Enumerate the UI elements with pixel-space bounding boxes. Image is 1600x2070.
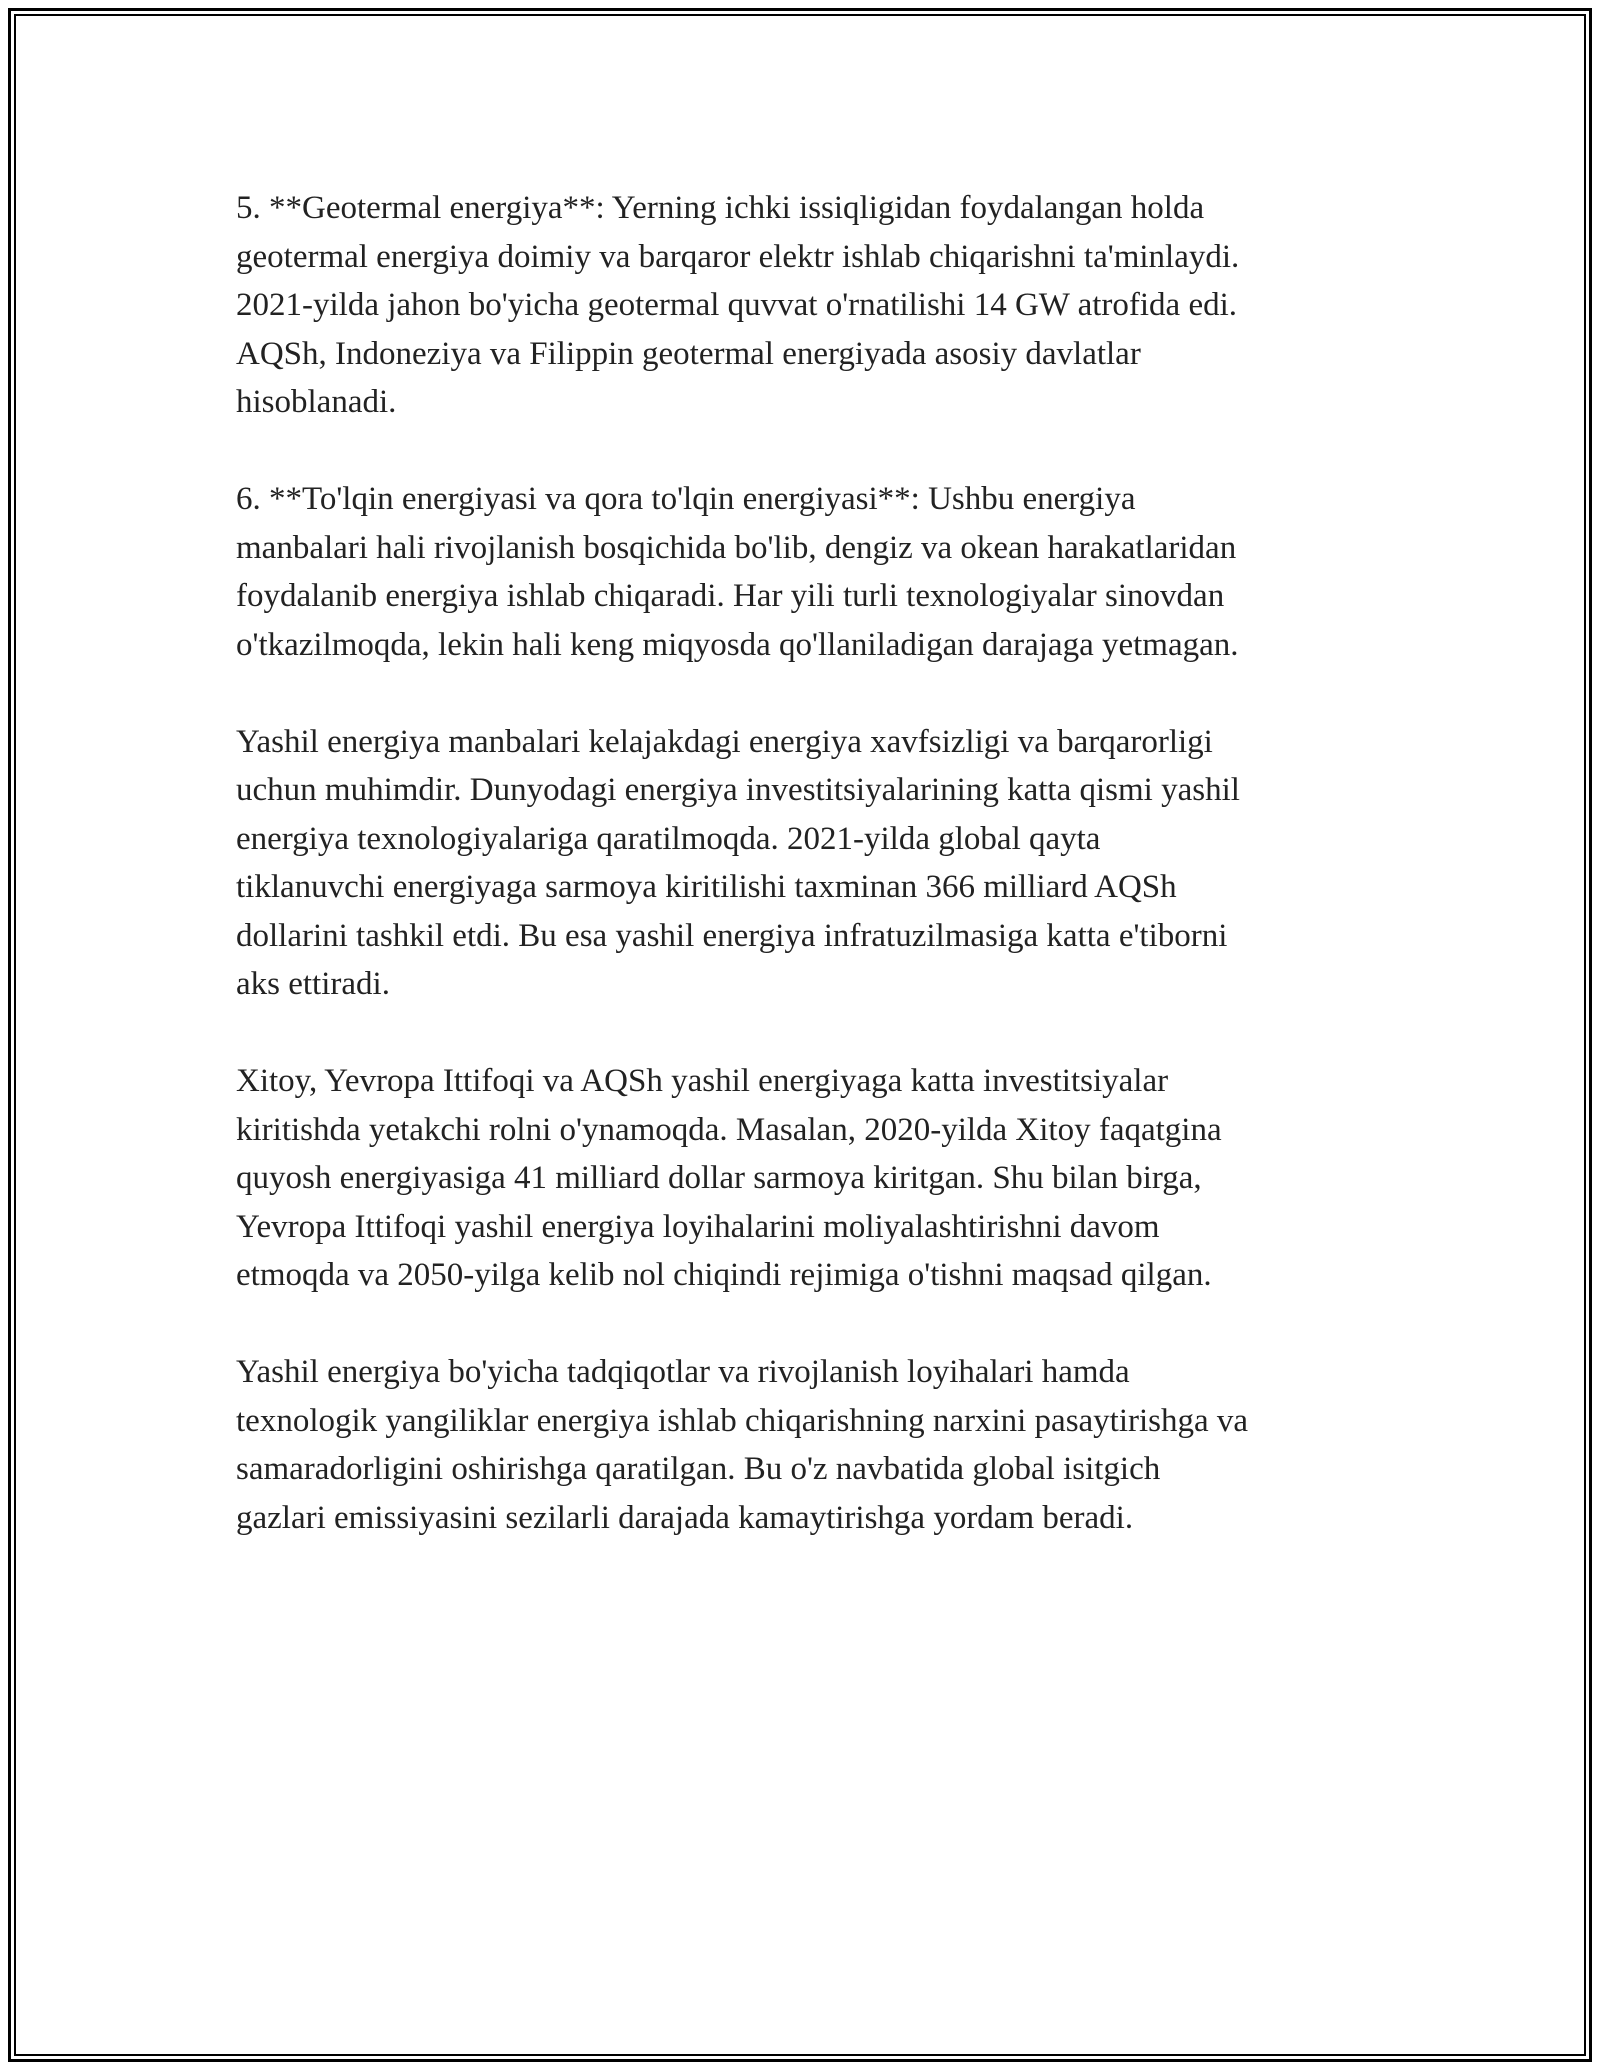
document-body xyxy=(236,184,1396,1591)
paragraph-leading-investors: Xitoy, Yevropa Ittifoqi va AQSh yashil energiyaga katta investitsiyalar kiritishda yetakchi rolni o'ynamoqda. Masalan, 2020-yilda Xitoy faqatgina quyosh energiyasiga 41 milliard dollar sarmoya kiritgan. Shu bilan birga, Yevropa Ittifoqi yashil energiya loyihalarini moliyalashtirishni davom etmoqda va 2050-yilga kelib nol chiqindi rejimiga o'tishni maqsad qilgan. xyxy=(236,1063,1222,1293)
paragraph-research-development: Yashil energiya bo'yicha tadqiqotlar va rivojlanish loyihalari hamda texnologik yangiliklar energiya ishlab chiqarishning narxini pasaytirishga va samaradorligini oshirishga qaratilgan. Bu o'z navbatida global isitgich gazlari emissiyasini sezilarli darajada kamaytirishga yordam beradi. xyxy=(236,1354,1249,1536)
paragraph-wave-energy: 6. **To'lqin energiyasi va qora to'lqin energiyasi**: Ushbu energiya manbalari hali rivojlanish bosqichida bo'lib, dengiz va okean harakatlaridan foydalanib energiya ishlab chiqaradi. Har yili turli texnologiyalar sinovdan o'tkazilmoqda, lekin hali keng miqyosda qo'llaniladigan darajaga yetmagan. xyxy=(236,481,1239,663)
paragraph-geothermal: 5. **Geotermal energiya**: Yerning ichki issiqligidan foydalangan holda geotermal energiya doimiy va barqaror elektr ishlab chiqarishni ta'minlaydi. 2021-yilda jahon bo'yicha geotermal quvvat o'rnatilishi 14 GW atrofida edi. AQSh, Indoneziya va Filippin geotermal energiyada asosiy davlatlar hisoblanadi. xyxy=(236,190,1240,420)
paragraph-green-energy-importance: Yashil energiya manbalari kelajakdagi energiya xavfsizligi va barqarorligi uchun muhimdir. Dunyodagi energiya investitsiyalarining katta qismi yashil energiya texnologiyalariga qaratilmoqda. 2021-yilda global qayta tiklanuvchi energiyaga sarmoya kiritilishi taxminan 366 milliard AQSh dollarini tashkil etdi. Bu esa yashil energiya infratuzilmasiga katta e'tiborni aks ettiradi. xyxy=(236,723,1240,1002)
